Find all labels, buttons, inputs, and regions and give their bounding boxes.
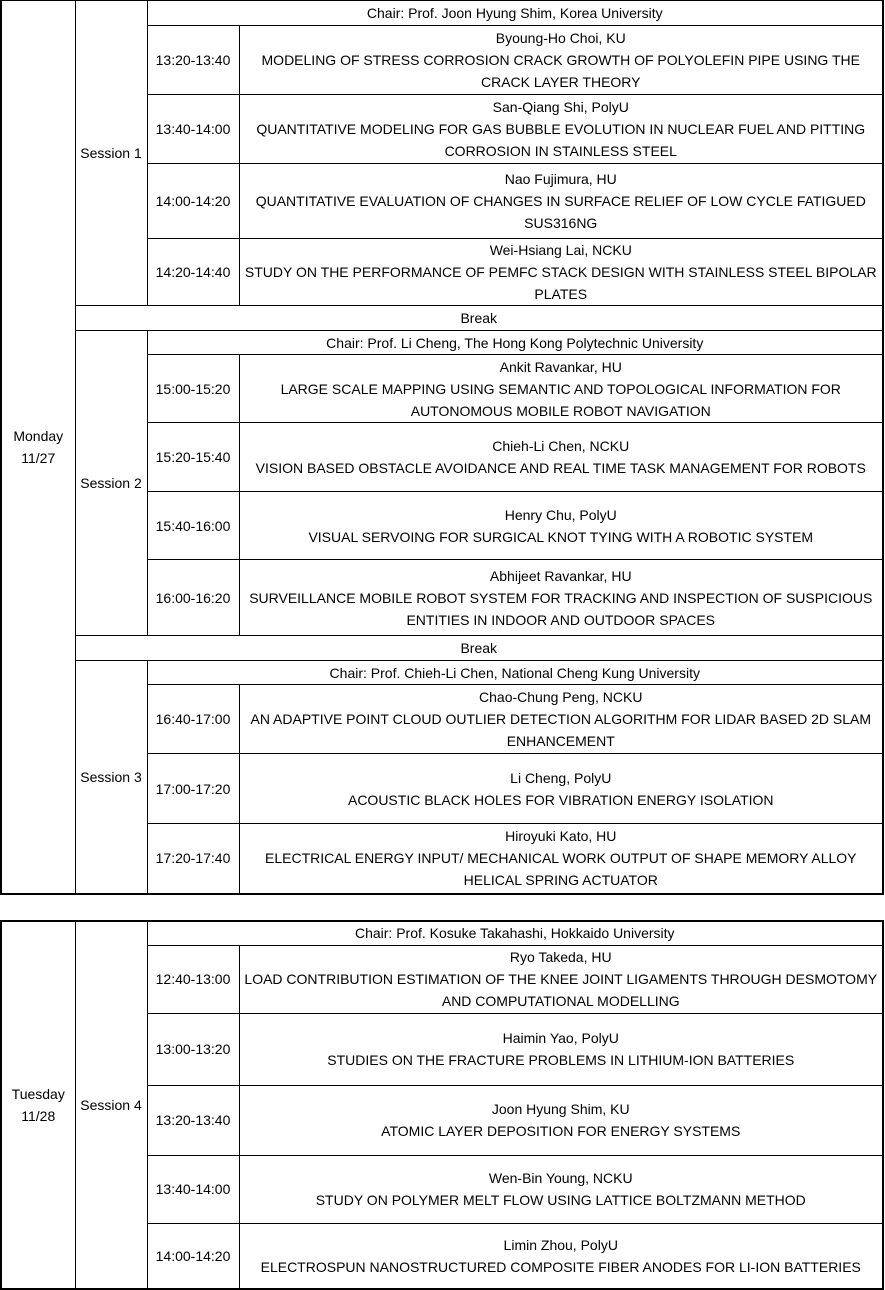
talk-cell [239, 685, 883, 754]
talk-time: 13:40-14:00 [147, 1155, 239, 1223]
session-chair-4: Chair: Prof. Kosuke Takahashi, Hokkaido University [147, 921, 883, 945]
talk-time: 12:40-13:00 [147, 945, 239, 1013]
day-cell-monday: Monday 11/27 [1, 1, 75, 894]
talk-cell [239, 492, 883, 560]
talk-speaker: Limin Zhou, PolyU [503, 1236, 618, 1253]
talk-time: 14:20-14:40 [147, 239, 239, 306]
talk-cell [239, 945, 883, 1013]
talk-cell [239, 824, 883, 894]
talk-time: 15:40-16:00 [147, 492, 239, 560]
talk-title: STUDY ON THE PERFORMANCE OF PEMFC STACK DESIGN WITH STAINLESS STEEL BIPOLAR PLATES [244, 264, 877, 302]
talk-speaker: San-Qiang Shi, PolyU [492, 99, 629, 115]
talk-time: 16:00-16:20 [147, 560, 239, 636]
talk-time: 17:20-17:40 [147, 824, 239, 894]
talk-speaker: Ankit Ravankar, HU [499, 358, 622, 375]
talk-speaker: Abhijeet Ravankar, HU [489, 567, 632, 584]
talk-cell [239, 1013, 883, 1085]
talk-cell [239, 1085, 883, 1155]
talk-title: LARGE SCALE MAPPING USING SEMANTIC AND TOPOLOGICAL INFORMATION FOR AUTONOMOUS MOBILE ROBOT NAVIGATION [280, 380, 841, 419]
talk-speaker: Wei-Hsiang Lai, NCKU [489, 242, 632, 258]
talk-title: AN ADAPTIVE POINT CLOUD OUTLIER DETECTION ALGORITHM FOR LIDAR BASED 2D SLAM ENHANCEMENT [250, 711, 872, 749]
session-label-2: Session 2 [75, 331, 147, 636]
talk-speaker: Haimin Yao, PolyU [502, 1030, 619, 1046]
talk-time: 17:00-17:20 [147, 754, 239, 824]
talk-speaker: Wen-Bin Young, NCKU [488, 1170, 633, 1186]
talk-speaker: Li Cheng, PolyU [510, 769, 612, 786]
talk-title: VISION BASED OBSTACLE AVOIDANCE AND REAL TIME TASK MANAGEMENT FOR ROBOTS [255, 460, 866, 476]
session-label-4: Session 4 [75, 921, 147, 1289]
talk-time: 13:00-13:20 [147, 1013, 239, 1085]
session-chair-1: Chair: Prof. Joon Hyung Shim, Korea University [147, 1, 883, 26]
talk-speaker: Chao-Chung Peng, NCKU [479, 689, 643, 705]
talk-speaker: Nao Fujimura, HU [504, 171, 617, 187]
talk-time: 13:20-13:40 [147, 1085, 239, 1155]
talk-time: 13:40-14:00 [147, 95, 239, 164]
talk-time: 13:20-13:40 [147, 26, 239, 95]
talk-cell [239, 26, 883, 95]
talk-speaker: Henry Chu, PolyU [504, 506, 617, 523]
talk-cell [239, 355, 883, 423]
talk-time: 14:00-14:20 [147, 164, 239, 239]
break-row: Break [75, 636, 883, 661]
talk-title: ELECTROSPUN NANOSTRUCTURED COMPOSITE FIBER ANODES FOR LI-ION BATTERIES [260, 1258, 861, 1275]
talk-time: 14:00-14:20 [147, 1223, 239, 1289]
talk-title: LOAD CONTRIBUTION ESTIMATION OF THE KNEE JOINT LIGAMENTS THROUGH DESMOTOMY AND COMPUTATIONAL MODELLING [244, 971, 878, 1009]
tuesday-schedule-table [0, 920, 884, 1290]
session-label-1: Session 1 [75, 1, 147, 306]
talk-speaker: Joon Hyung Shim, KU [491, 1101, 630, 1117]
talk-speaker: Chieh-Li Chen, NCKU [492, 438, 630, 454]
talk-cell [239, 423, 883, 492]
talk-cell [239, 1223, 883, 1289]
talk-speaker: Ryo Takeda, HU [509, 949, 612, 965]
talk-speaker: Byoung-Ho Choi, KU [495, 30, 626, 46]
session-chair-2: Chair: Prof. Li Cheng, The Hong Kong Polytechnic University [147, 331, 883, 355]
talk-title: MODELING OF STRESS CORROSION CRACK GROWTH OF POLYOLEFIN PIPE USING THE CRACK LAYER THEORY [261, 52, 860, 90]
talk-cell [239, 164, 883, 239]
talk-title: QUANTITATIVE MODELING FOR GAS BUBBLE EVOLUTION IN NUCLEAR FUEL AND PITTING CORROSION IN STAINLESS STEEL [256, 121, 866, 159]
talk-title: VISUAL SERVOING FOR SURGICAL KNOT TYING WITH A ROBOTIC SYSTEM [308, 528, 814, 545]
talk-title: QUANTITATIVE EVALUATION OF CHANGES IN SURFACE RELIEF OF LOW CYCLE FATIGUED SUS316NG [255, 193, 866, 231]
talk-title: ACOUSTIC BLACK HOLES FOR VIBRATION ENERGY ISOLATION [347, 791, 774, 808]
session-label-3: Session 3 [75, 661, 147, 894]
talk-title: STUDY ON POLYMER MELT FLOW USING LATTICE BOLTZMANN METHOD [315, 1192, 806, 1208]
talk-title: ATOMIC LAYER DEPOSITION FOR ENERGY SYSTEMS [381, 1123, 741, 1139]
talk-cell [239, 95, 883, 164]
talk-cell [239, 560, 883, 636]
break-row: Break [75, 306, 883, 331]
talk-title: ELECTRICAL ENERGY INPUT/ MECHANICAL WORK OUTPUT OF SHAPE MEMORY ALLOY HELICAL SPRING ACTUATOR [265, 850, 857, 889]
talk-time: 15:00-15:20 [147, 355, 239, 423]
talk-cell [239, 239, 883, 306]
talk-time: 15:20-15:40 [147, 423, 239, 492]
talk-cell [239, 1155, 883, 1223]
talk-time: 16:40-17:00 [147, 685, 239, 754]
talk-title: STUDIES ON THE FRACTURE PROBLEMS IN LITHIUM-ION BATTERIES [327, 1052, 795, 1068]
talk-speaker: Hiroyuki Kato, HU [505, 828, 617, 845]
talk-title: SURVEILLANCE MOBILE ROBOT SYSTEM FOR TRACKING AND INSPECTION OF SUSPICIOUS ENTITIES IN INDOOR AND OUTDOOR SPACES [249, 589, 873, 628]
session-chair-3: Chair: Prof. Chieh-Li Chen, National Cheng Kung University [147, 661, 883, 685]
day-cell-tuesday: Tuesday 11/28 [1, 921, 75, 1289]
talk-cell [239, 754, 883, 824]
